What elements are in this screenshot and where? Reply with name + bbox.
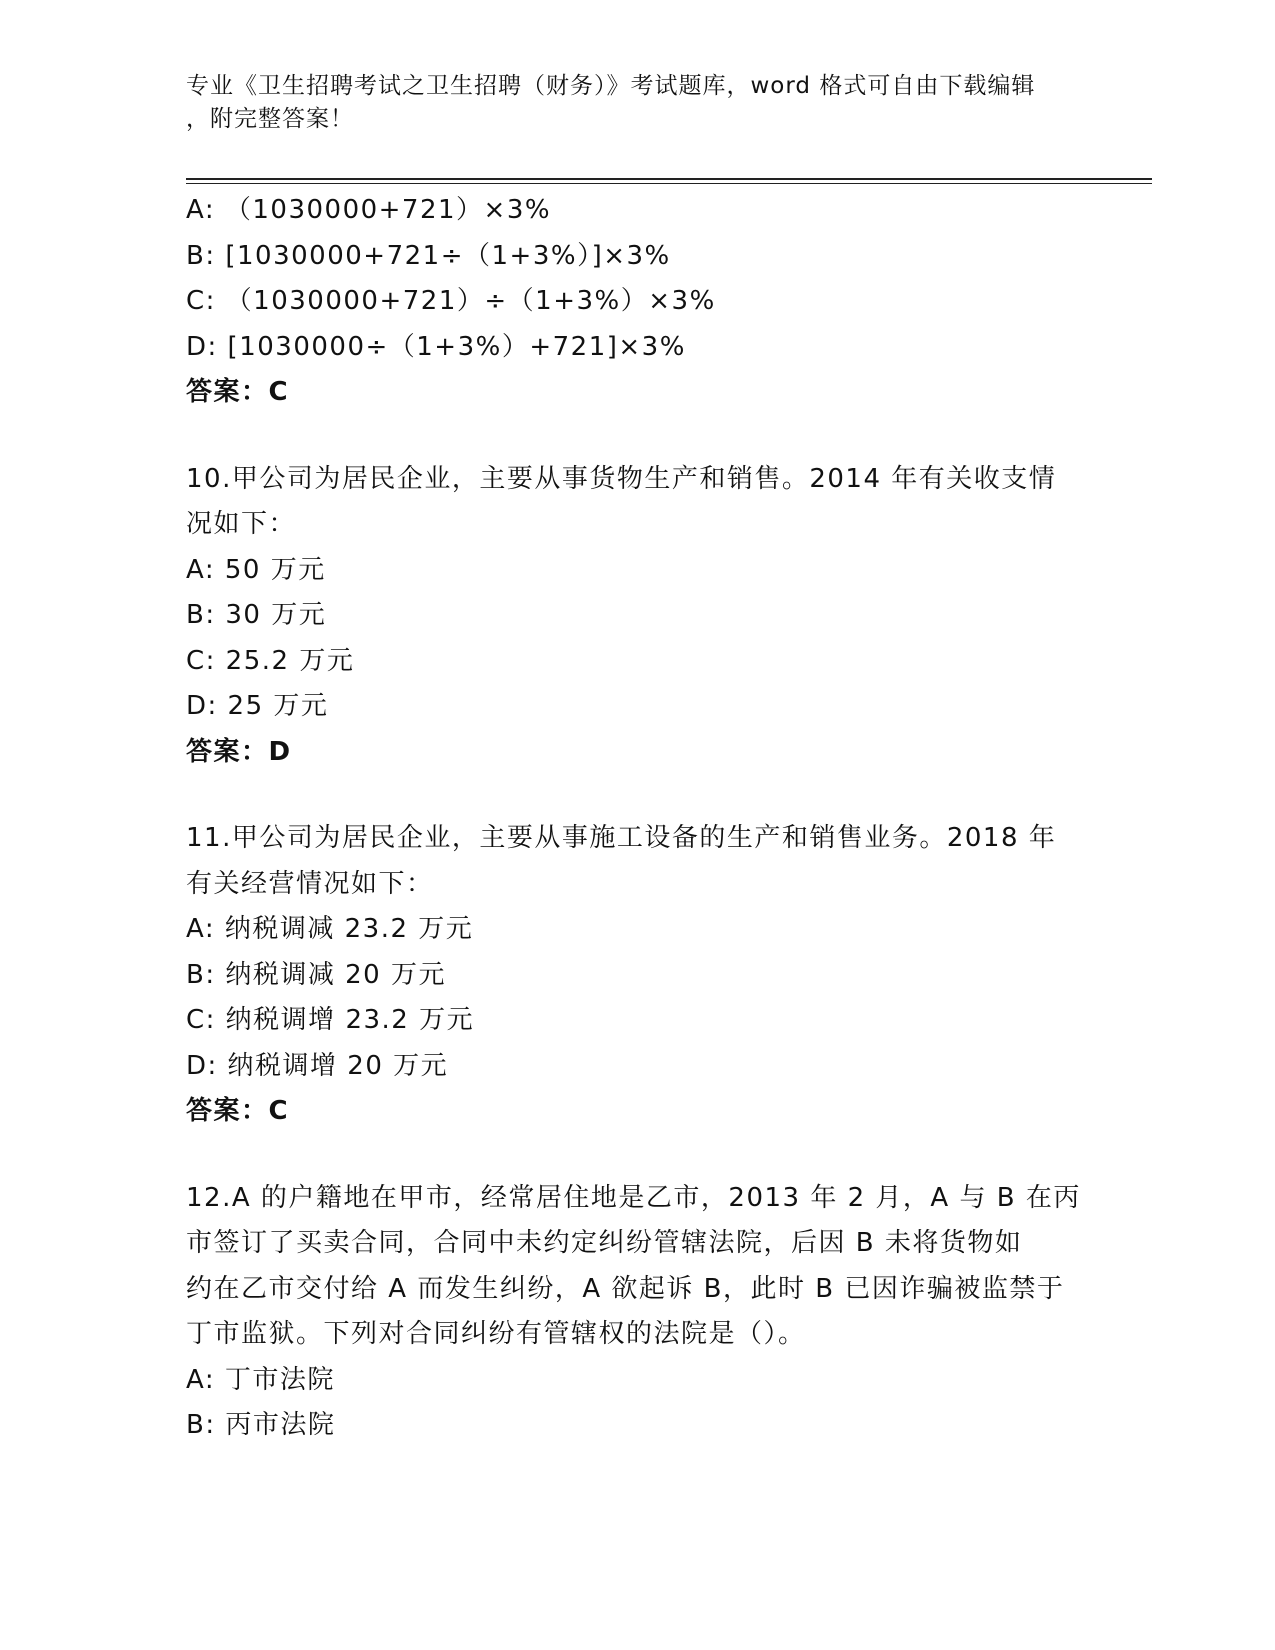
answer: 答案：C [186,1096,290,1126]
option-b: B: [1030000+721÷（1+3%）]×3% [186,240,671,271]
option-d: D: 纳税调增 20 万元 [186,1050,449,1081]
option-d: D: [1030000÷（1+3%）+721]×3% [186,331,686,362]
question-list [186,188,1086,1449]
header-title-line-2: ，附完整答案！ [186,106,354,132]
question-stem-line: 丁市监狱。下列对合同纠纷有管辖权的法院是（）。 [186,1319,806,1349]
question-stem-line: 10.甲公司为居民企业，主要从事货物生产和销售。2014 年有关收支情 [186,463,1057,494]
question-stem-line: 12.A 的户籍地在甲市，经常居住地是乙市，2013 年 2 月，A 与 B 在丙 [186,1182,1081,1213]
question-11 [186,816,1086,1135]
document-header [186,70,1066,136]
answer: 答案：D [186,736,292,767]
question-stem-line: 有关经营情况如下： [186,868,434,899]
option-b: B: 30 万元 [186,600,327,630]
option-a: A: （1030000+721）×3% [186,195,552,225]
header-divider-thick [186,178,1152,180]
option-c: C: 纳税调增 23.2 万元 [186,1005,475,1035]
option-b: B: 纳税调减 20 万元 [186,959,446,990]
question-9-continued [186,188,1086,416]
option-b: B: 丙市法院 [186,1410,336,1440]
option-d: D: 25 万元 [186,691,329,721]
question-stem-line: 11.甲公司为居民企业，主要从事施工设备的生产和销售业务。2018 年 [186,823,1057,853]
question-10 [186,457,1086,776]
option-c: C: 25.2 万元 [186,645,355,676]
answer: 答案：C [186,377,290,407]
question-stem-line: 况如下： [186,509,297,539]
option-a: A: 丁市法院 [186,1364,335,1395]
option-a: A: 50 万元 [186,554,326,585]
header-title-line-1: 专业《卫生招聘考试之卫生招聘（财务）》考试题库，word 格式可自由下载编辑 [186,73,1036,99]
option-c: C: （1030000+721）÷（1+3%）×3% [186,286,716,316]
question-12 [186,1176,1086,1449]
question-stem-line: 约在乙市交付给 A 而发生纠纷，A 欲起诉 B，此时 B 已因诈骗被监禁于 [186,1273,1065,1304]
option-a: A: 纳税调减 23.2 万元 [186,914,474,944]
question-stem-line: 市签订了买卖合同，合同中未约定纠纷管辖法院，后因 B 未将货物如 [186,1228,1023,1258]
header-divider-thin [186,183,1152,184]
